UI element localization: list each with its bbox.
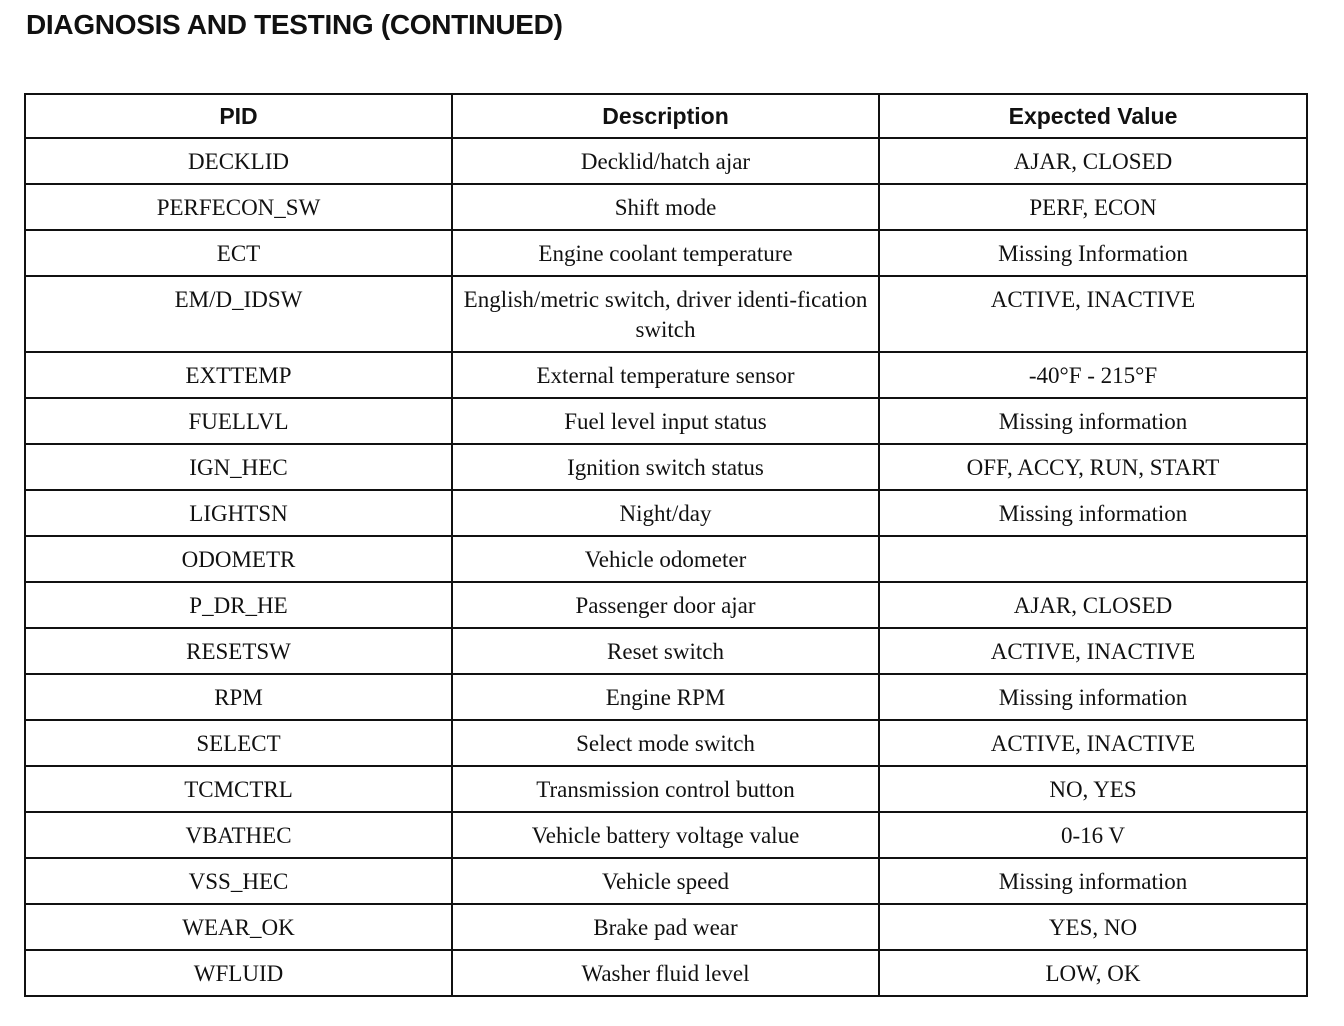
cell-pid: FUELLVL: [25, 398, 452, 444]
cell-expected-value: -40°F - 215°F: [879, 352, 1307, 398]
cell-pid: EXTTEMP: [25, 352, 452, 398]
cell-expected-value: 0-16 V: [879, 812, 1307, 858]
table-row: [25, 950, 1307, 996]
cell-expected-value: ACTIVE, INACTIVE: [879, 720, 1307, 766]
cell-description: Select mode switch: [452, 720, 879, 766]
cell-description: Reset switch: [452, 628, 879, 674]
table-row: [25, 398, 1307, 444]
cell-pid: WEAR_OK: [25, 904, 452, 950]
cell-description: Vehicle odometer: [452, 536, 879, 582]
cell-description: Vehicle battery voltage value: [452, 812, 879, 858]
table-row: [25, 536, 1307, 582]
cell-pid: WFLUID: [25, 950, 452, 996]
cell-expected-value: YES, NO: [879, 904, 1307, 950]
cell-pid: TCMCTRL: [25, 766, 452, 812]
table-row: [25, 490, 1307, 536]
cell-description: Passenger door ajar: [452, 582, 879, 628]
table-row: [25, 444, 1307, 490]
cell-expected-value: PERF, ECON: [879, 184, 1307, 230]
table-row: [25, 766, 1307, 812]
cell-pid: ODOMETR: [25, 536, 452, 582]
cell-description: Shift mode: [452, 184, 879, 230]
cell-expected-value: AJAR, CLOSED: [879, 138, 1307, 184]
cell-pid: ECT: [25, 230, 452, 276]
table-row: [25, 276, 1307, 352]
cell-description: Engine coolant temperature: [452, 230, 879, 276]
cell-pid: DECKLID: [25, 138, 452, 184]
table-row: [25, 904, 1307, 950]
table-row: [25, 138, 1307, 184]
cell-description: Decklid/hatch ajar: [452, 138, 879, 184]
header-description: Description: [452, 94, 879, 138]
table-row: [25, 858, 1307, 904]
cell-description: Fuel level input status: [452, 398, 879, 444]
header-expected-value: Expected Value: [879, 94, 1307, 138]
header-pid: PID: [25, 94, 452, 138]
cell-expected-value: Missing Information: [879, 230, 1307, 276]
table-header-row: [25, 94, 1307, 138]
cell-pid: P_DR_HE: [25, 582, 452, 628]
cell-description: Washer fluid level: [452, 950, 879, 996]
cell-expected-value: Missing information: [879, 490, 1307, 536]
cell-description: Transmission control button: [452, 766, 879, 812]
cell-description: Vehicle speed: [452, 858, 879, 904]
cell-pid: IGN_HEC: [25, 444, 452, 490]
cell-pid: VSS_HEC: [25, 858, 452, 904]
cell-description: Night/day: [452, 490, 879, 536]
pid-table: [24, 93, 1308, 997]
cell-expected-value: LOW, OK: [879, 950, 1307, 996]
cell-description: Ignition switch status: [452, 444, 879, 490]
cell-expected-value: ACTIVE, INACTIVE: [879, 628, 1307, 674]
cell-expected-value: Missing information: [879, 398, 1307, 444]
cell-description: External temperature sensor: [452, 352, 879, 398]
cell-pid: EM/D_IDSW: [25, 276, 452, 352]
cell-expected-value: AJAR, CLOSED: [879, 582, 1307, 628]
table-row: [25, 184, 1307, 230]
table-row: [25, 582, 1307, 628]
table-row: [25, 352, 1307, 398]
cell-pid: RPM: [25, 674, 452, 720]
cell-expected-value: OFF, ACCY, RUN, START: [879, 444, 1307, 490]
page-title: DIAGNOSIS AND TESTING (CONTINUED): [26, 9, 563, 40]
cell-pid: PERFECON_SW: [25, 184, 452, 230]
cell-description: Brake pad wear: [452, 904, 879, 950]
cell-pid: LIGHTSN: [25, 490, 452, 536]
table-row: [25, 720, 1307, 766]
table-row: [25, 674, 1307, 720]
cell-expected-value: ACTIVE, INACTIVE: [879, 276, 1307, 352]
cell-expected-value: [879, 536, 1307, 582]
cell-expected-value: Missing information: [879, 858, 1307, 904]
cell-description: English/metric switch, driver identi-fication switch: [452, 276, 879, 352]
cell-pid: SELECT: [25, 720, 452, 766]
table-row: [25, 628, 1307, 674]
cell-pid: RESETSW: [25, 628, 452, 674]
table-row: [25, 812, 1307, 858]
cell-pid: VBATHEC: [25, 812, 452, 858]
cell-expected-value: Missing information: [879, 674, 1307, 720]
cell-description: Engine RPM: [452, 674, 879, 720]
table-row: [25, 230, 1307, 276]
cell-expected-value: NO, YES: [879, 766, 1307, 812]
